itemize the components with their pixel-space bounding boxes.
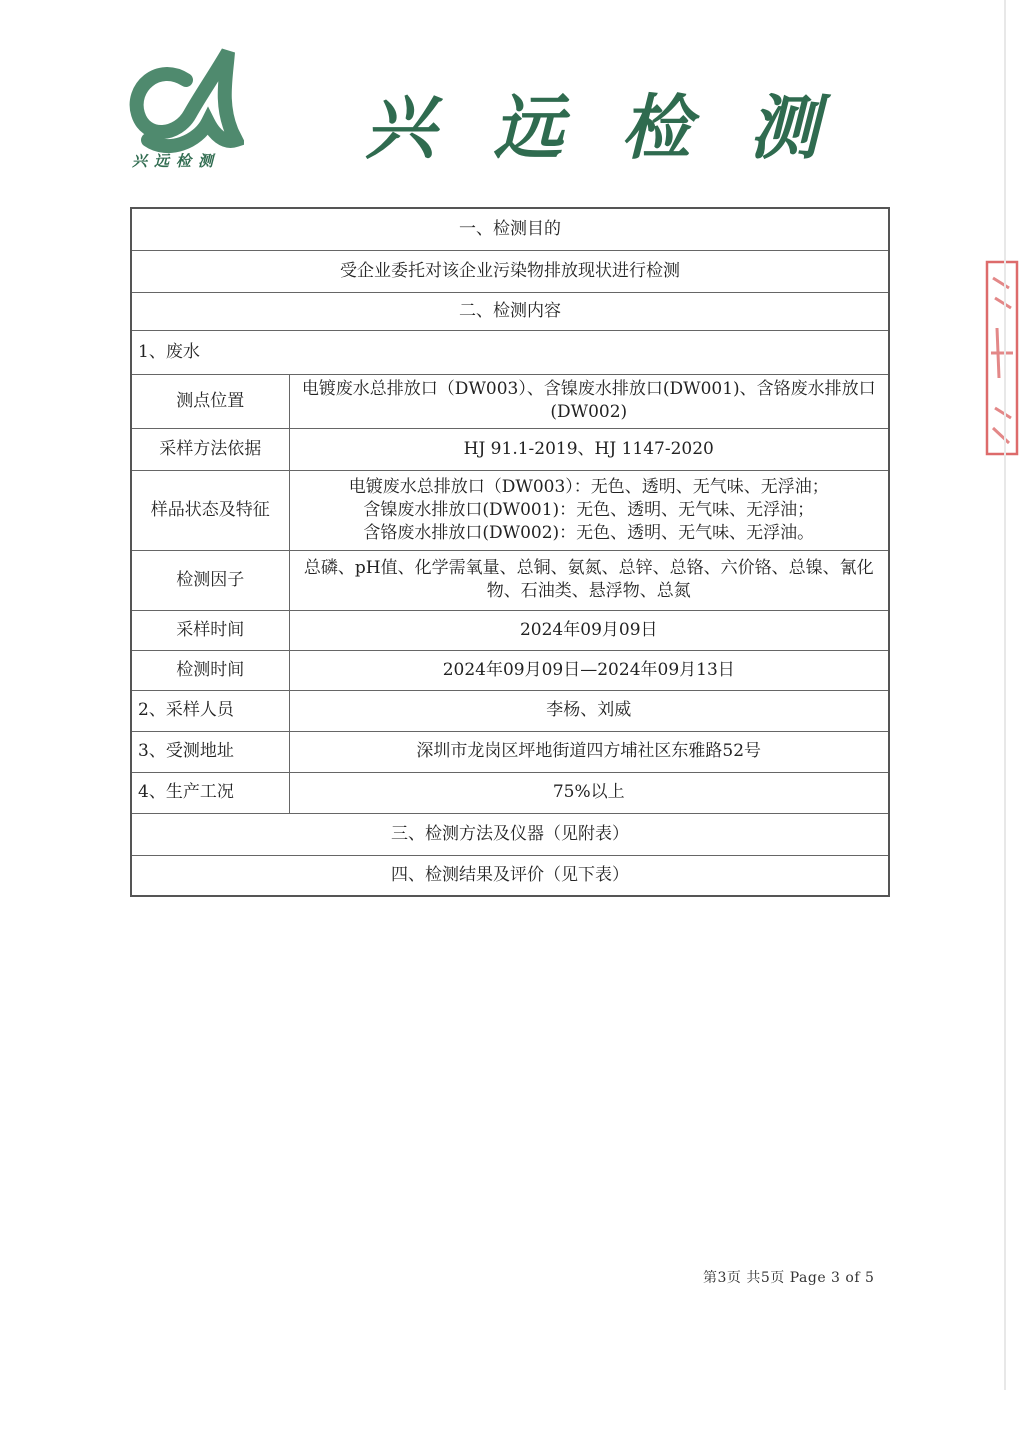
state-line: 含铬废水排放口(DW002)：无色、透明、无气味、无浮油。 <box>363 522 815 543</box>
report-table <box>130 207 890 897</box>
sample-time-label: 采样时间 <box>131 610 289 650</box>
test-time-value: 2024年09月09日—2024年09月13日 <box>289 650 889 690</box>
header-title: 兴远检测 <box>365 86 877 169</box>
state-line: 含镍废水排放口(DW001)：无色、透明、无气味、无浮油； <box>363 499 815 520</box>
location-label: 测点位置 <box>131 374 289 428</box>
method-value: HJ 91.1-2019、HJ 1147-2020 <box>289 428 889 470</box>
section-3-heading: 三、检测方法及仪器（见附表） <box>131 813 889 855</box>
factor-value: 总磷、pH值、化学需氧量、总铜、氨氮、总锌、总铬、六价铬、总镍、氰化物、石油类、悬浮物、总氮 <box>289 550 889 610</box>
logo-text: 兴远检测 <box>132 152 221 170</box>
section-2-heading: 二、检测内容 <box>131 292 889 330</box>
sample-time-value: 2024年09月09日 <box>289 610 889 650</box>
production-label: 4、生产工况 <box>131 772 289 813</box>
page-number: 第3页 共5页 Page 3 of 5 <box>703 1270 875 1286</box>
section-1-text: 受企业委托对该企业污染物排放现状进行检测 <box>131 250 889 292</box>
location-value: 电镀废水总排放口（DW003）、含镍废水排放口(DW001)、含铬废水排放口(DW002) <box>289 374 889 428</box>
sampler-value: 李杨、刘威 <box>289 690 889 731</box>
state-value <box>289 470 889 550</box>
method-label: 采样方法依据 <box>131 428 289 470</box>
wastewater-heading: 1、废水 <box>131 330 889 374</box>
factor-label: 检测因子 <box>131 550 289 610</box>
sampler-label: 2、采样人员 <box>131 690 289 731</box>
section-1-heading: 一、检测目的 <box>131 208 889 250</box>
test-time-label: 检测时间 <box>131 650 289 690</box>
state-line: 电镀废水总排放口（DW003）：无色、透明、无气味、无浮油； <box>348 476 829 497</box>
state-label: 样品状态及特征 <box>131 470 289 550</box>
production-value: 75%以上 <box>289 772 889 813</box>
address-label: 3、受测地址 <box>131 731 289 772</box>
address-value: 深圳市龙岗区坪地街道四方埔社区东雅路52号 <box>289 731 889 772</box>
page-edge <box>1004 0 1006 1390</box>
section-4-heading: 四、检测结果及评价（见下表） <box>131 855 889 896</box>
